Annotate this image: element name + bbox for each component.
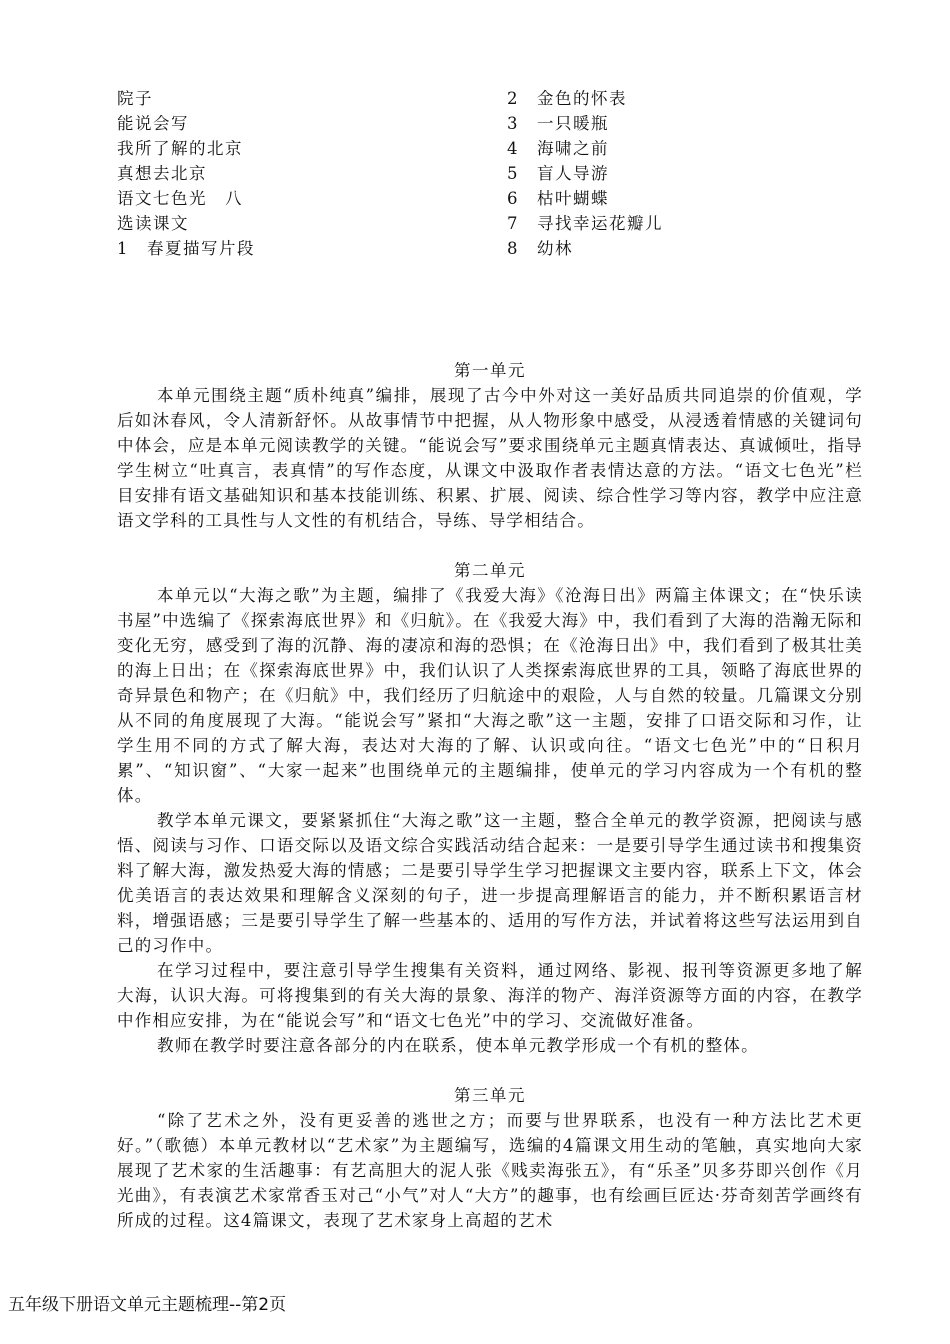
unit-1-paragraph: 本单元围绕主题“质朴纯真”编排，展现了古今中外对这一美好品质共同追崇的价值观，学后如沐春风，令人清新舒怀。从故事情节中把握，从人物形象中感受，从浸透着情感的关键词句中体会，应是本单元阅读教学的关键。“能说会写”要求围绕单元主题真情表达、真诚倾吐，指导学生树立“吐真言，表真情”的写作态度，从课文中汲取作者表情达意的方法。“语文七色光”栏目安排有语文基础知识和基本技能训练、积累、扩展、阅读、综合性学习等内容，教学中应注意语文学科的工具性与人文性的有机结合，导练、导学相结合。 <box>117 386 863 530</box>
unit-2-paragraph-4: 教师在教学时要注意各部分的内在联系，使本单元教学形成一个有机的整体。 <box>157 1036 759 1055</box>
toc-item: 1 春夏描写片段 <box>117 239 255 258</box>
unit-3-title: 第三单元 <box>454 1086 526 1105</box>
unit-1-section <box>117 358 863 533</box>
toc-item: 3 一只暖瓶 <box>507 114 609 133</box>
toc-item: 7 寻找幸运花瓣儿 <box>507 214 663 233</box>
toc-item: 4 海啸之前 <box>507 139 609 158</box>
toc-item: 2 金色的怀表 <box>507 89 627 108</box>
toc-item: 院子 <box>117 89 153 108</box>
table-of-contents <box>117 86 817 261</box>
toc-item: 语文七色光 八 <box>117 189 243 208</box>
unit-3-section <box>117 1083 863 1233</box>
unit-1-title: 第一单元 <box>454 361 526 380</box>
toc-item: 我所了解的北京 <box>117 139 243 158</box>
toc-item: 6 枯叶蝴蝶 <box>507 189 609 208</box>
toc-right-column <box>507 86 817 261</box>
unit-2-paragraph-1: 本单元以“大海之歌”为主题，编排了《我爱大海》《沧海日出》两篇主体课文；在“快乐读书屋”中选编了《探索海底世界》和《归航》。在《我爱大海》中，我们看到了大海的浩瀚无际和变化无穷，感受到了海的沉静、海的凄凉和海的恐惧；在《沧海日出》中，我们看到了极其壮美的海上日出；在《探索海底世界》中，我们认识了人类探索海底世界的工具，领略了海底世界的奇异景色和物产；在《归航》中，我们经历了归航途中的艰险，人与自然的较量。几篇课文分别从不同的角度展现了大海。“能说会写”紧扣“大海之歌”这一主题，安排了口语交际和习作，让学生用不同的方式了解大海，表达对大海的了解、认识或向往。“语文七色光”中的“日积月累”、“知识窗”、“大家一起来”也围绕单元的主题编排，使单元的学习内容成为一个有机的整体。 <box>117 586 863 805</box>
page-footer: 五年级下册语文单元主题梳理--第2页 <box>8 1295 287 1315</box>
section-gap <box>117 1058 863 1083</box>
document-body <box>117 358 863 1233</box>
toc-item: 选读课文 <box>117 214 189 233</box>
unit-2-title: 第二单元 <box>454 561 526 580</box>
toc-item: 能说会写 <box>117 114 189 133</box>
unit-2-section <box>117 558 863 1058</box>
toc-item: 8 幼林 <box>507 239 573 258</box>
unit-3-paragraph: “除了艺术之外，没有更妥善的逃世之方；而要与世界联系，也没有一种方法比艺术更好。”（歌德）本单元教材以“艺术家”为主题编写，选编的4篇课文用生动的笔触，真实地向大家展现了艺术家的生活趣事：有艺高胆大的泥人张《贱卖海张五》，有“乐圣”贝多芬即兴创作《月光曲》，有表演艺术家常香玉对己“小气”对人“大方”的趣事，也有绘画巨匠达·芬奇刻苦学画终有所成的过程。这4篇课文，表现了艺术家身上高超的艺术 <box>117 1111 863 1230</box>
unit-2-paragraph-3: 在学习过程中，要注意引导学生搜集有关资料，通过网络、影视、报刊等资源更多地了解大海，认识大海。可将搜集到的有关大海的景象、海洋的物产、海洋资源等方面的内容，在教学中作相应安排，为在“能说会写”和“语文七色光”中的学习、交流做好准备。 <box>117 961 863 1030</box>
toc-item: 真想去北京 <box>117 164 207 183</box>
toc-item: 5 盲人导游 <box>507 164 609 183</box>
section-gap <box>117 533 863 558</box>
unit-2-paragraph-2: 教学本单元课文，要紧紧抓住“大海之歌”这一主题，整合全单元的教学资源，把阅读与感悟、阅读与习作、口语交际以及语文综合实践活动结合起来：一是要引导学生通过读书和搜集资料了解大海，激发热爱大海的情感；二是要引导学生学习把握课文主要内容，联系上下文，体会优美语言的表达效果和理解含义深刻的句子，进一步提高理解语言的能力，并不断积累语言材料，增强语感；三是要引导学生了解一些基本的、适用的写作方法，并试着将这些写法运用到自己的习作中。 <box>117 811 863 955</box>
toc-left-column <box>117 86 507 261</box>
